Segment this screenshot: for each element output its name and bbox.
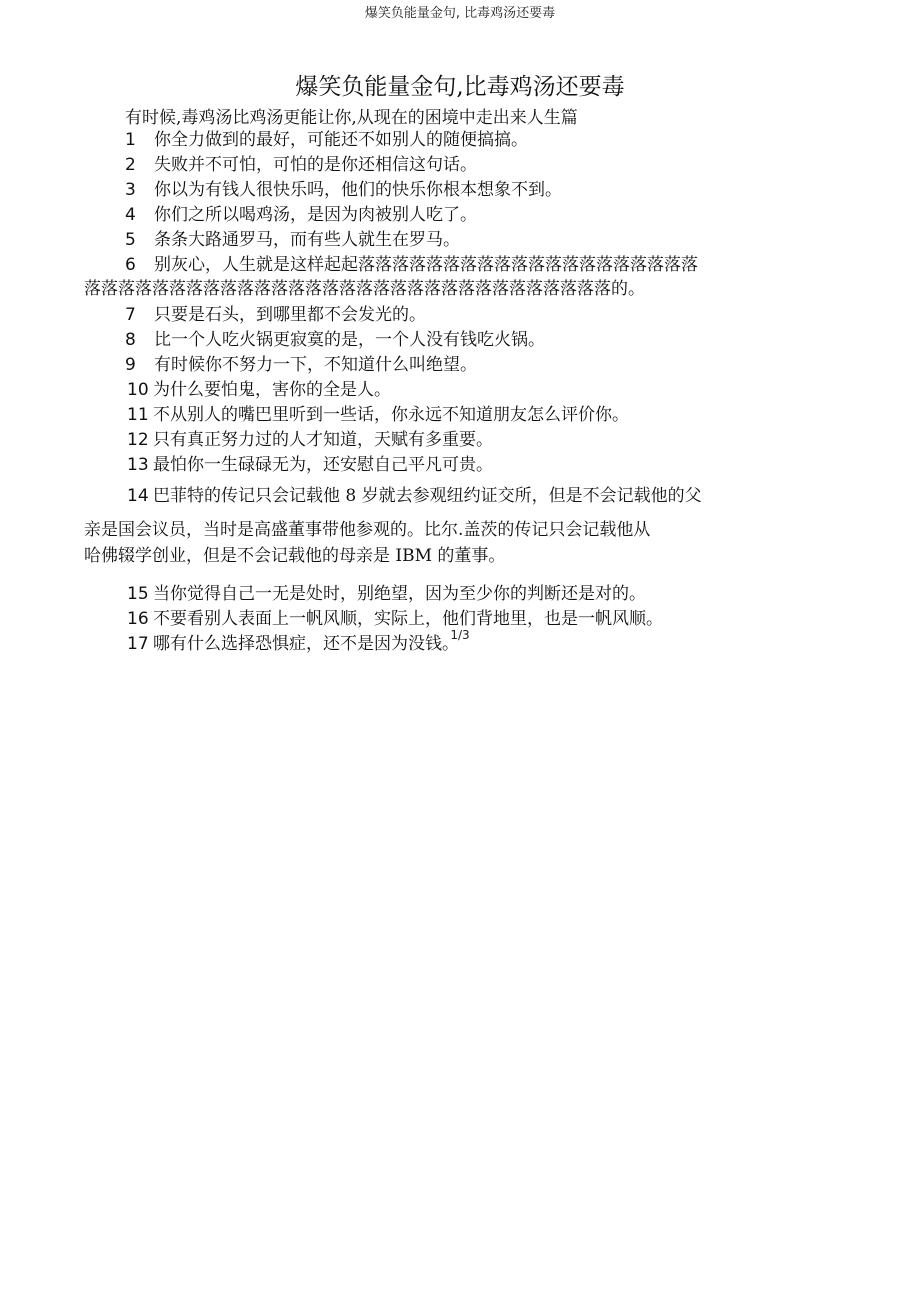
item-text: 别灰心，人生就是这样起起落落落落落落落落落落落落落落落落落落落落 [154, 255, 698, 275]
item-number: 3 [125, 180, 136, 200]
list-item [0, 178, 920, 203]
item-text-continuation: 哈佛辍学创业，但是不会记载他的母亲是 IBM 的董事。 [84, 546, 506, 566]
item-text: 最怕你一生碌碌无为，还安慰自己平凡可贵。 [153, 455, 493, 475]
item-text-continuation: 亲是国会议员，当时是高盛董事带他参观的。比尔.盖茨的传记只会记载他从 [84, 520, 651, 540]
item-number: 1 [125, 130, 136, 150]
page-number: 1/3 [450, 628, 470, 642]
item-number: 6 [125, 255, 136, 275]
item-text: 比一个人吃火锅更寂寞的是，一个人没有钱吃火锅。 [154, 330, 545, 350]
item-text: 当你觉得自己一无是处时，别绝望，因为至少你的判断还是对的。 [153, 584, 646, 604]
item-number: 12 [127, 430, 149, 450]
list-item [0, 453, 920, 478]
item-text: 你们之所以喝鸡汤，是因为肉被别人吃了。 [154, 205, 477, 225]
item-text: 只有真正努力过的人才知道，天赋有多重要。 [153, 430, 493, 450]
item-number: 13 [127, 455, 149, 475]
item-text: 哪有什么选择恐惧症，还不是因为没钱。 [153, 634, 459, 654]
item-number: 14 [127, 486, 149, 506]
item-text: 不要看别人表面上一帆风顺，实际上，他们背地里，也是一帆风顺。 [153, 609, 663, 629]
item-text: 只要是石头，到哪里都不会发光的。 [154, 305, 426, 325]
list-item [0, 253, 920, 303]
item-text: 你全力做到的最好，可能还不如别人的随便搞搞。 [154, 130, 528, 150]
item-text: 你以为有钱人很快乐吗，他们的快乐你根本想象不到。 [154, 180, 562, 200]
item-text: 不从别人的嘴巴里听到一些话，你永远不知道朋友怎么评价你。 [153, 405, 629, 425]
item-number: 5 [125, 230, 136, 250]
item-number: 2 [125, 155, 136, 175]
item-number: 7 [125, 305, 136, 325]
running-header: 爆笑负能量金句, 比毒鸡汤还要毒 [364, 6, 556, 21]
list-item [0, 378, 920, 403]
list-item [0, 582, 920, 607]
list-item [0, 228, 920, 253]
item-text: 为什么要怕鬼，害你的全是人。 [153, 380, 391, 400]
item-text: 条条大路通罗马，而有些人就生在罗马。 [154, 230, 460, 250]
item-text: 有时候你不努力一下，不知道什么叫绝望。 [154, 355, 477, 375]
item-number: 17 [127, 634, 149, 654]
list-item [0, 484, 920, 582]
item-number: 8 [125, 330, 136, 350]
item-number: 11 [127, 405, 149, 425]
item-number: 4 [125, 205, 136, 225]
list-item [0, 353, 920, 378]
list-item [0, 203, 920, 228]
item-text: 失败并不可怕，可怕的是你还相信这句话。 [154, 155, 477, 175]
item-number: 9 [125, 355, 136, 375]
list-item [0, 428, 920, 453]
item-number: 16 [127, 609, 149, 629]
item-text-continuation: 落落落落落落落落落落落落落落落落落落落落落落落落落落落落落落落的。 [84, 279, 645, 299]
item-text: 巴菲特的传记只会记载他 8 岁就去参观纽约证交所，但是不会记载他的父 [153, 486, 702, 506]
list-item [0, 303, 920, 328]
list-item [0, 403, 920, 428]
item-number: 15 [127, 584, 149, 604]
list-item [0, 153, 920, 178]
item-number: 10 [127, 380, 149, 400]
document-subtitle: 有时候,毒鸡汤比鸡汤更能让你,从现在的困境中走出来人生篇 [125, 108, 578, 128]
quote-list [0, 128, 920, 657]
list-item [0, 328, 920, 353]
list-item [0, 128, 920, 153]
document-title: 爆笑负能量金句,比毒鸡汤还要毒 [295, 74, 625, 100]
